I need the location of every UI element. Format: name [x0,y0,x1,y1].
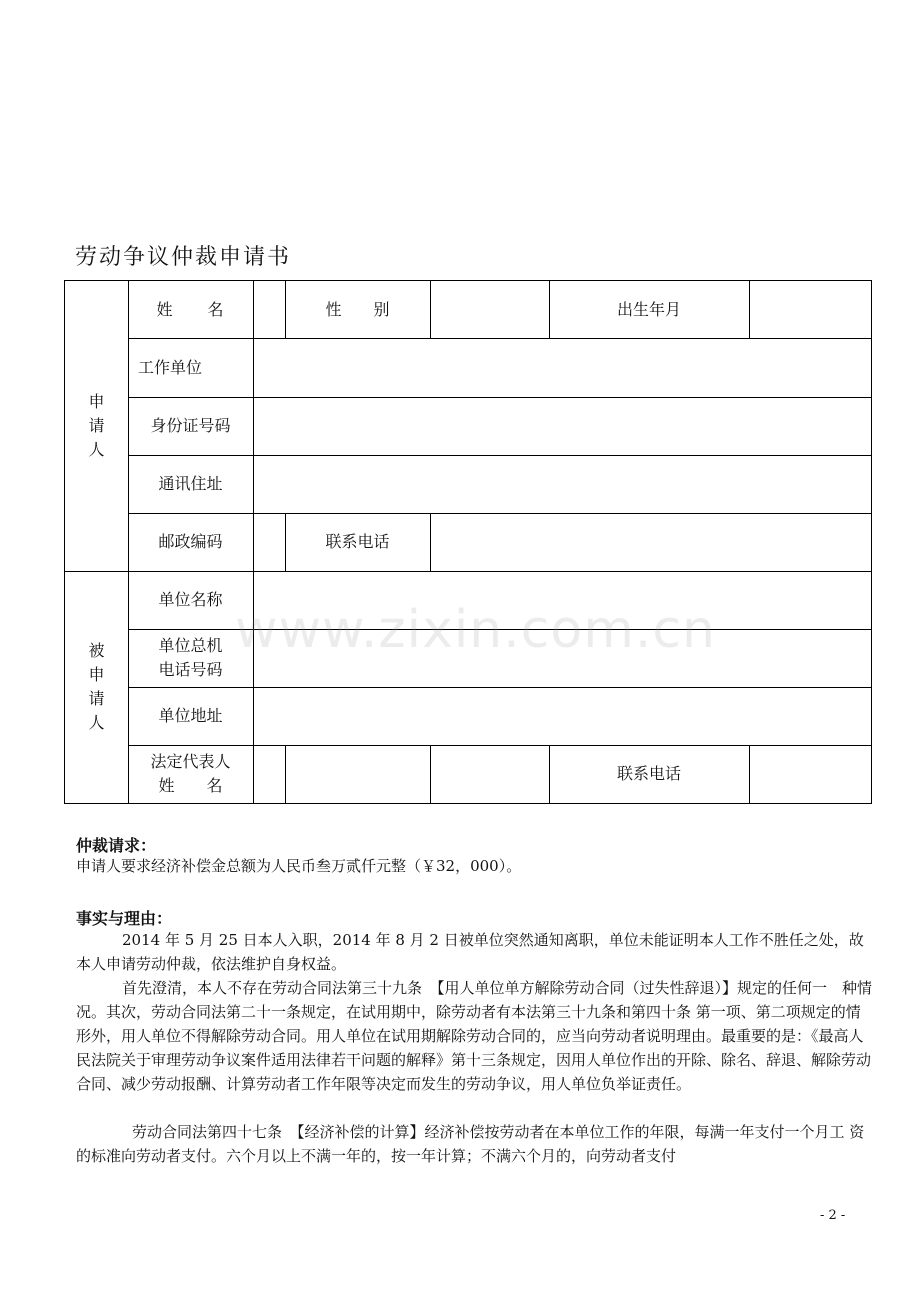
birth-date-label: 出生年月 [616,299,681,319]
respondent-phone-label: 联系电话 [616,764,681,783]
claim-heading: 仲裁请求： [76,836,157,855]
unit-address-label: 单位地址 [158,706,223,725]
postal-code-field[interactable] [253,513,285,571]
respondent-label-char: 人 [88,713,105,732]
work-unit-field[interactable] [253,338,872,397]
id-number-label: 身份证号码 [150,416,231,435]
legal-rep-label [128,745,253,803]
respondent-label-char: 请 [88,689,105,708]
applicant-phone-label: 联系电话 [325,532,390,551]
facts-paragraph: 劳动合同法第四十七条 【经济补偿的计算】经济补偿按劳动者在本单位工作的年限，每满一年支付一个月工 资的标准向劳动者支付。六个月以上不满一年的，按一年计算；不满六个月的，向劳动者支付 [76,1123,865,1165]
arbitration-form-table [64,280,872,804]
applicant-name-field[interactable] [253,281,285,338]
mailing-address-label: 通讯住址 [158,474,223,493]
switchboard-label-line: 电话号码 [158,660,223,679]
facts-paragraph: 首先澄清，本人不存在劳动合同法第三十九条 【用人单位单方解除劳动合同（过失性辞退）】规定的任何一 种情况。其次，劳动合同法第二十一条规定，在试用期中，除劳动者有本法第三十九条和第四十条 第一项、第二项规定的情形外，用人单位不得解除劳动合同。用人单位在试用期解除劳动合同的，应当向劳动者说明理由。最重要的是：《最高人民法院关于审理劳动争议案件适用法律若干问题的解释》第十三条规定，因用人单位作出的开除、除名、辞退、解除劳动合同、减少劳动报酬、计算劳动者工作年限等决定而发生的劳动争议，用人单位负举证责任。 [76,979,873,1093]
applicant-gender-field[interactable] [430,281,549,338]
applicant-phone-field[interactable] [430,513,872,571]
applicant-label-char: 请 [88,416,105,435]
unit-address-field[interactable] [253,687,872,745]
name-label: 姓 名 [156,299,225,319]
postal-code-label: 邮政编码 [158,532,223,551]
applicant-birth-field[interactable] [749,281,872,338]
page-number: - 2 - [820,1208,846,1223]
legal-rep-label-line: 法定代表人 [150,752,231,771]
applicant-label-char: 申 [88,392,105,411]
respondent-section-label [65,571,128,803]
mailing-address-field[interactable] [253,455,872,513]
switchboard-label-line: 单位总机 [158,636,223,655]
claim-text: 申请人要求经济补偿金总额为人民币叁万贰仟元整（￥32，000）。 [76,857,522,875]
legal-rep-label-line: 姓 名 [158,776,223,795]
id-number-field[interactable] [253,397,872,455]
page-title: 劳动争议仲裁申请书 [75,245,292,270]
applicant-section-label [65,281,128,571]
work-unit-label: 工作单位 [138,357,203,377]
facts-paragraph: 2014 年 5 月 25 日本人入职，2014 年 8 月 2 日被单位突然通知离职，单位未能证明本人工作不胜任之处，故本人申请劳动仲裁，依法维护自身权益。 [76,931,864,973]
legal-rep-field[interactable] [253,745,285,803]
watermark: www.zixin.com.cn [235,600,716,660]
applicant-label-char: 人 [88,440,105,459]
legal-rep-extra-field[interactable] [430,745,549,803]
facts-heading: 事实与理由： [76,909,173,928]
legal-rep-name-field[interactable] [285,745,430,803]
respondent-label-char: 被 [88,641,105,660]
gender-label: 性 别 [325,299,390,319]
unit-name-label: 单位名称 [158,590,223,609]
respondent-label-char: 申 [88,665,105,684]
respondent-phone-field[interactable] [749,745,872,803]
